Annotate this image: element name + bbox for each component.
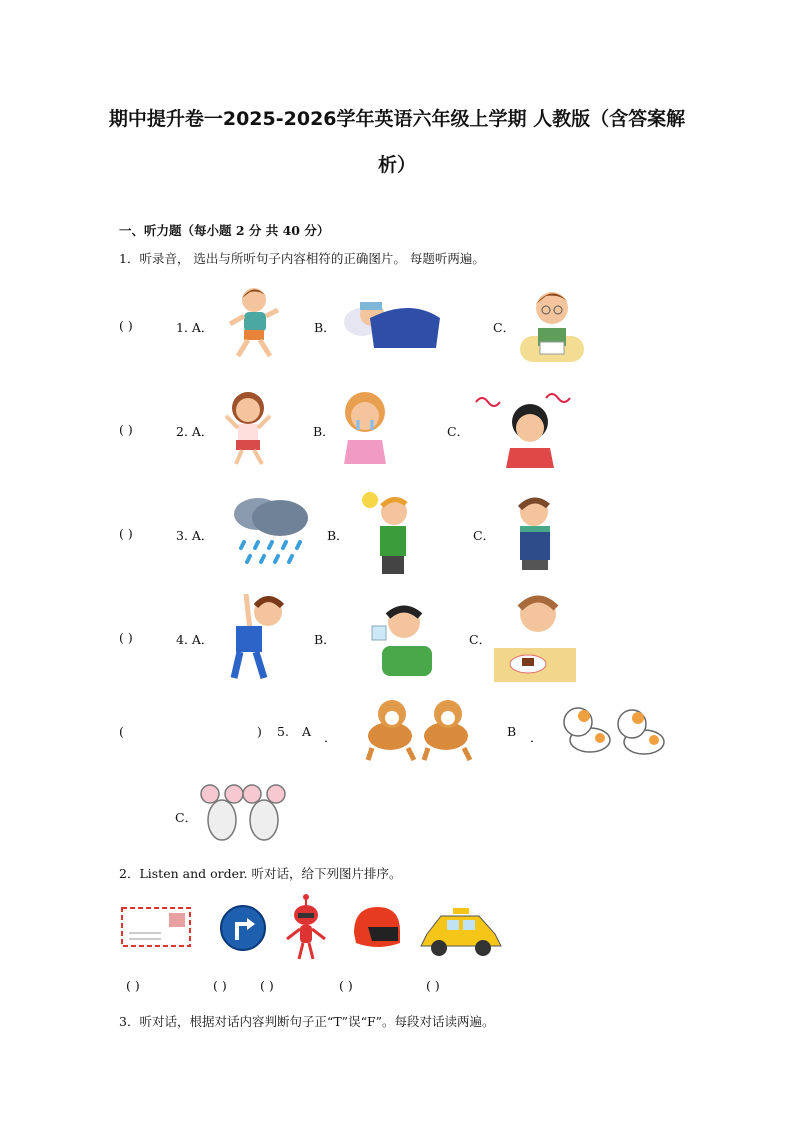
question-1-instruction: 1．听录音， 选出与所听句子内容相符的正确图片。 每题听两遍。 [119, 251, 485, 266]
two-dogs-image [358, 692, 478, 764]
option-label-3b: B． [327, 528, 349, 543]
turn-right-sign-image [219, 904, 267, 952]
section-heading-listening: 一、听力题（每小题 2 分 共 40 分） [119, 223, 330, 238]
order-blank-3[interactable]: ( ) [260, 978, 274, 993]
angry-girl-image [472, 386, 568, 470]
boy-eating-image [494, 590, 576, 684]
question-3-instruction: 3．听对话，根据对话内容判断句子正“T”误“F”。每段对话读两遍。 [119, 1014, 495, 1029]
hot-boy-image [358, 488, 418, 576]
order-blank-1[interactable]: ( ) [126, 978, 140, 993]
option-label-5a: A [302, 724, 312, 739]
option-dot-5b: ． [530, 730, 543, 745]
option-label-5b: B [507, 724, 517, 739]
page-title: 期中提升卷一2025-2026学年英语六年级上学期 人教版（含答案解析） [108, 108, 686, 176]
rain-cloud-image [228, 492, 312, 572]
boy-reading-image [516, 284, 586, 366]
answer-blank-4[interactable]: ( ) [119, 630, 133, 645]
two-cats-image [556, 700, 674, 758]
taxi-image [419, 906, 503, 960]
exercising-boy-image [226, 590, 292, 684]
option-label-4c: C． [469, 632, 492, 647]
answer-blank-3[interactable]: ( ) [119, 526, 133, 541]
running-boy-image [220, 284, 282, 364]
helmet-image [350, 903, 402, 953]
answer-blank-5-open[interactable]: ( [119, 724, 124, 739]
two-mice-image [198, 782, 288, 844]
answer-blank-5-close[interactable]: ) [257, 724, 262, 739]
option-label-3c: C． [473, 528, 496, 543]
answer-blank-1[interactable]: ( ) [119, 318, 133, 333]
boy-drinking-image [368, 600, 434, 676]
excited-girl-image [222, 388, 276, 468]
option-label-4a: 4. A． [176, 632, 214, 647]
sick-in-bed-image [340, 288, 444, 352]
option-label-1c: C． [493, 320, 516, 335]
crying-girl-image [336, 390, 394, 466]
option-label-4b: B． [314, 632, 336, 647]
order-blank-2[interactable]: ( ) [213, 978, 227, 993]
option-label-2b: B． [313, 424, 335, 439]
robot-image [283, 893, 329, 963]
option-label-1b: B． [314, 320, 336, 335]
order-blank-4[interactable]: ( ) [339, 978, 353, 993]
option-label-2c: C． [447, 424, 470, 439]
option-label-5c: C． [175, 810, 198, 825]
letter-envelope-image [121, 907, 191, 947]
question-number-5: 5. [277, 724, 289, 739]
answer-blank-2[interactable]: ( ) [119, 422, 133, 437]
question-2-instruction: 2．Listen and order. 听对话，给下列图片排序。 [119, 866, 402, 881]
order-blank-5[interactable]: ( ) [426, 978, 440, 993]
option-label-2a: 2. A． [176, 424, 214, 439]
cold-boy-image [506, 492, 568, 572]
option-label-1a: 1. A． [176, 320, 214, 335]
option-dot-5a: ． [324, 730, 337, 745]
option-label-3a: 3. A． [176, 528, 214, 543]
